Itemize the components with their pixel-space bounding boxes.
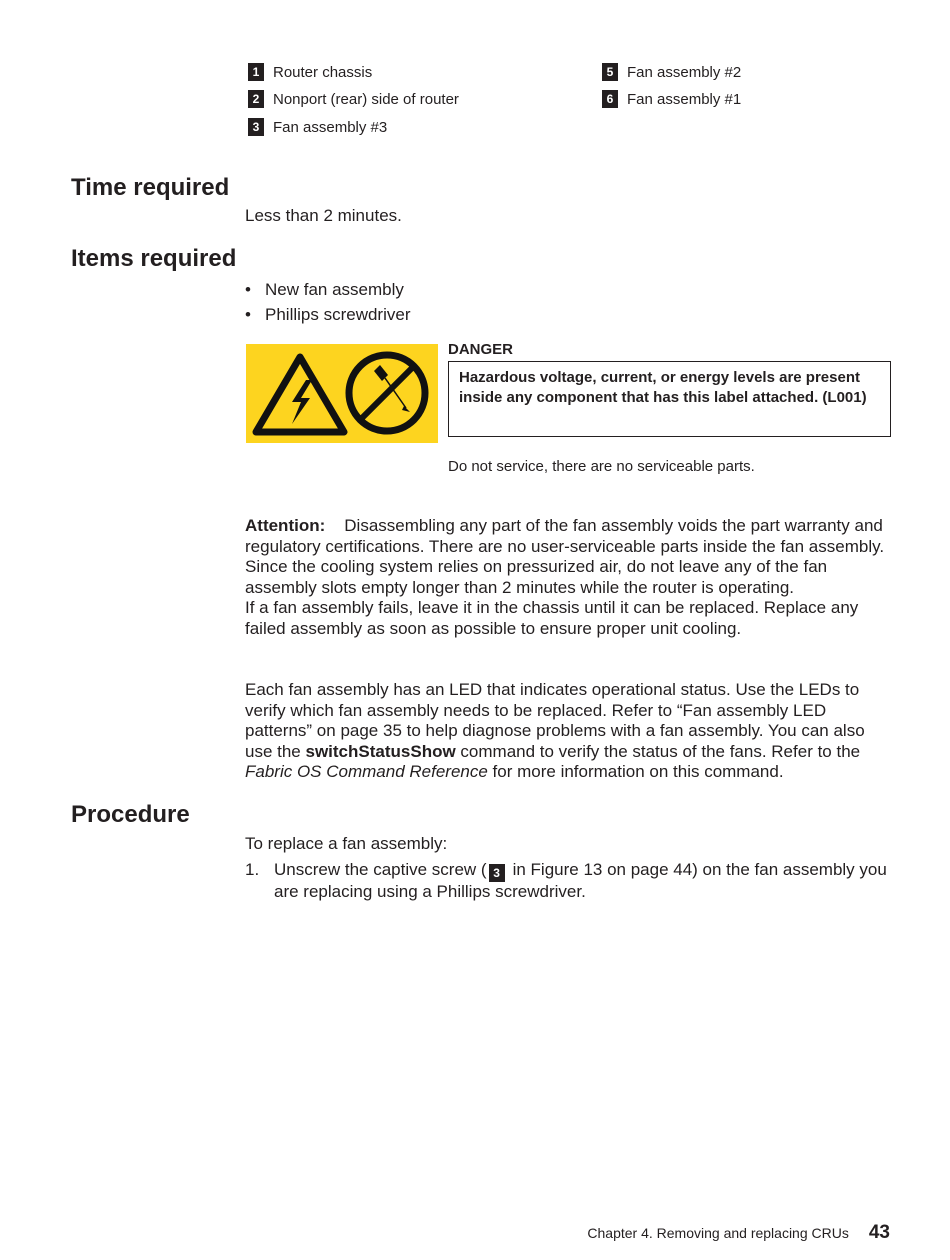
attention-paragraph-3: If a fan assembly fails, leave it in the chassis until it can be replaced. Replace any failed assembly as soon as possible to ensure proper unit cooling. xyxy=(245,598,859,638)
list-item xyxy=(245,305,410,325)
time-required-heading: Time required xyxy=(71,174,230,201)
legend-label: Nonport (rear) side of router xyxy=(273,90,459,108)
bullet-icon: • xyxy=(245,305,251,324)
legend-label: Router chassis xyxy=(273,63,373,81)
list-item-label: Phillips screwdriver xyxy=(265,305,411,324)
attention-paragraph xyxy=(245,516,890,557)
legend-item xyxy=(248,62,372,82)
time-required-text: Less than 2 minutes. xyxy=(245,206,402,225)
legend-item xyxy=(248,117,387,137)
procedure-step xyxy=(274,860,890,903)
command-name: switchStatusShow xyxy=(305,741,456,761)
danger-notice-text: Hazardous voltage, current, or energy levels are present inside any component that has this label attached. (L001) xyxy=(459,369,867,406)
attention-label: Attention: xyxy=(245,516,326,535)
chapter-title: Chapter 4. Removing and replacing CRUs xyxy=(587,1225,849,1241)
led-text: command to verify the status of the fans. Refer to the xyxy=(455,741,861,761)
reference-title: Fabric OS Command Reference xyxy=(245,762,488,781)
danger-note: Do not service, there are no serviceable parts. xyxy=(448,458,755,475)
danger-notice-box xyxy=(448,361,891,437)
bullet-icon: • xyxy=(245,280,251,299)
legend-label: Fan assembly #1 xyxy=(627,90,742,108)
led-text: Each fan assembly has an LED that indicates operational status. Use the LEDs to verify which fan assembly needs to be replaced. Refer to “Fan assembly LED patterns” on page 35 to help diagnose problems with a fan assembly. You can also use the xyxy=(245,680,865,761)
attention-paragraph-2: Since the cooling system relies on pressurized air, do not leave any of the fan assembly slots empty longer than 2 minutes while the router is operating. xyxy=(245,557,828,597)
attention-block xyxy=(245,516,890,639)
items-required-heading: Items required xyxy=(71,245,237,272)
callout-badge: 5 xyxy=(602,63,618,81)
legend-item xyxy=(602,89,741,109)
callout-badge: 1 xyxy=(248,63,264,81)
procedure-step-number: 1. xyxy=(245,860,260,879)
legend-item xyxy=(602,62,741,82)
callout-badge: 3 xyxy=(248,118,264,136)
page-number: 43 xyxy=(868,1222,890,1243)
callout-badge: 2 xyxy=(248,90,264,108)
danger-label-graphic xyxy=(246,344,438,443)
procedure-heading: Procedure xyxy=(71,801,190,828)
page-footer xyxy=(587,1222,890,1244)
attention-text: Disassembling any part of the fan assembly voids the part warranty and regulatory certifications. There are no user-serviceable parts inside the fan assembly. xyxy=(245,516,885,556)
led-text: for more information on this command. xyxy=(487,762,784,781)
callout-badge: 3 xyxy=(489,864,505,882)
legend-item xyxy=(248,89,459,109)
danger-label: DANGER xyxy=(448,341,514,358)
led-paragraph xyxy=(245,680,890,783)
step-text: in Figure 13 on page 44) on the fan assembly you are replacing using a Phillips screwdriver. xyxy=(274,860,887,901)
procedure-intro: To replace a fan assembly: xyxy=(245,834,448,853)
step-text: Unscrew the captive screw ( xyxy=(274,860,487,879)
callout-badge: 6 xyxy=(602,90,618,108)
list-item-label: New fan assembly xyxy=(265,280,404,299)
legend-label: Fan assembly #3 xyxy=(273,118,388,136)
legend-label: Fan assembly #2 xyxy=(627,63,742,81)
list-item xyxy=(245,280,404,300)
